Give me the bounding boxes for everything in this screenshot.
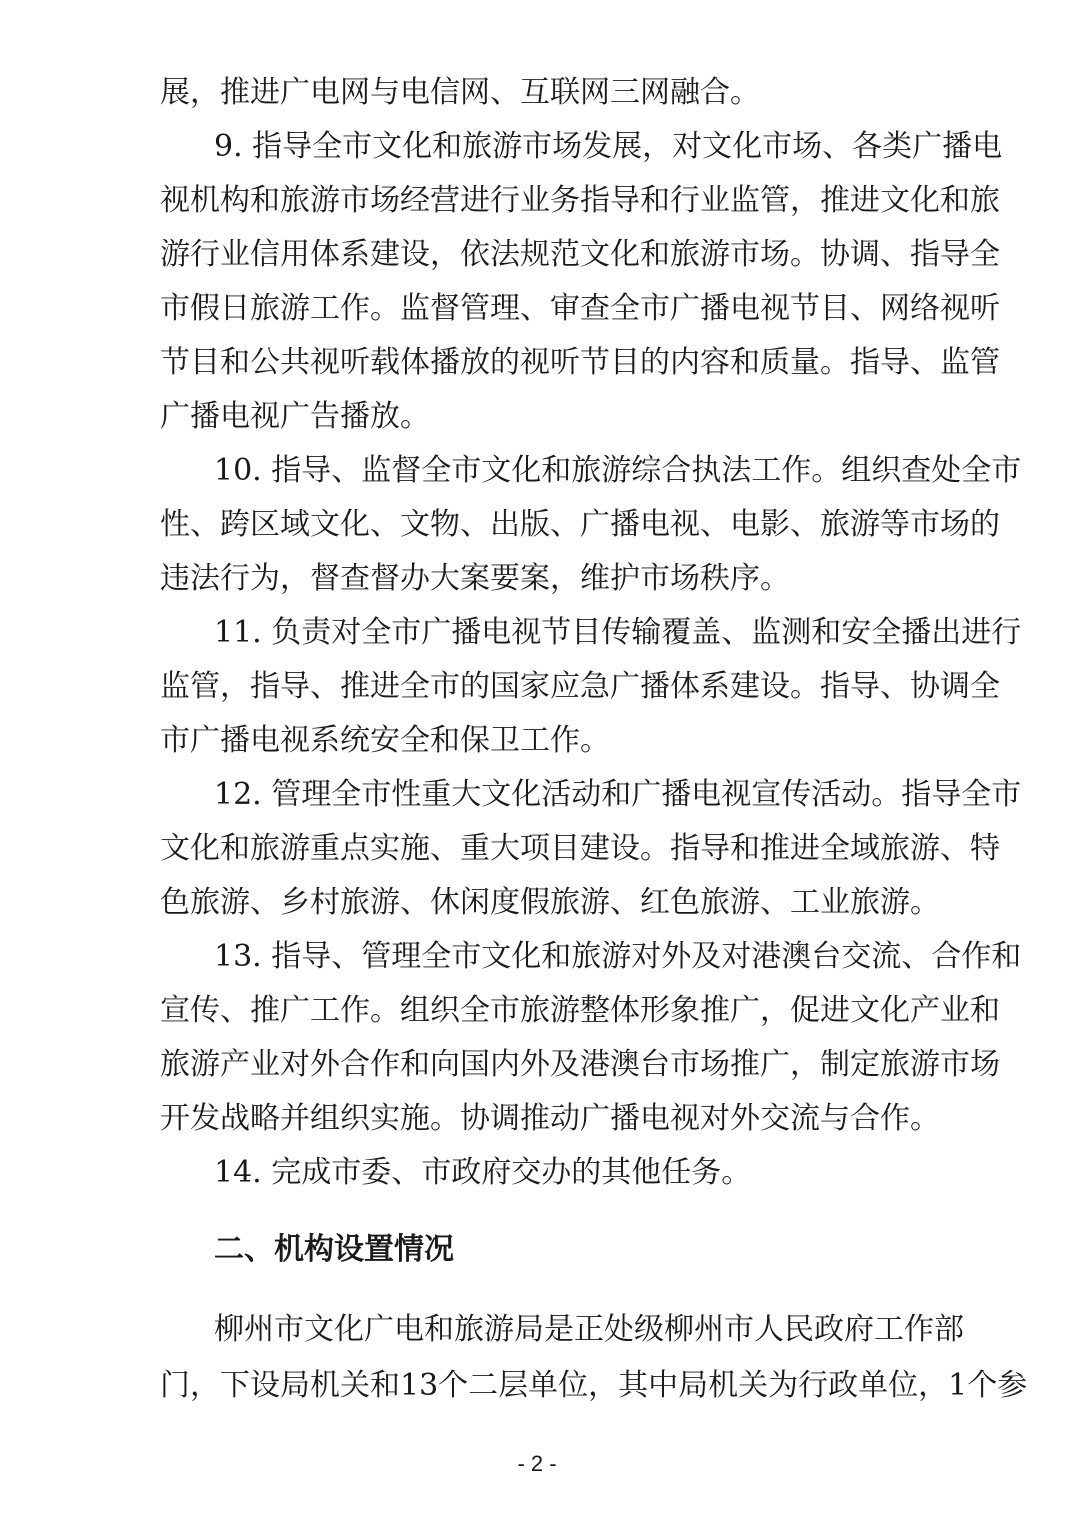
text-line: 视机构和旅游市场经营进行业务指导和行业监管，推进文化和旅 (160, 183, 1000, 218)
text-line: 10. 指导、监督全市文化和旅游综合执法工作。组织查处全市 (214, 453, 1022, 488)
text-line: 13. 指导、管理全市文化和旅游对外及对港澳台交流、合作和 (214, 939, 1022, 974)
page-number: - 2 - (517, 1451, 557, 1476)
text-line: 宣传、推广工作。组织全市旅游整体形象推广，促进文化产业和 (160, 993, 1000, 1028)
text-line: 游行业信用体系建设，依法规范文化和旅游市场。协调、指导全 (160, 237, 1000, 272)
text-line: 节目和公共视听载体播放的视听节目的内容和质量。指导、监管 (160, 345, 1000, 380)
text-line: 旅游产业对外合作和向国内外及港澳台市场推广，制定旅游市场 (160, 1047, 1000, 1082)
text-line: 11. 负责对全市广播电视节目传输覆盖、监测和安全播出进行 (214, 615, 1022, 650)
text-line: 色旅游、乡村旅游、休闲度假旅游、红色旅游、工业旅游。 (160, 885, 940, 920)
text-line: 市广播电视系统安全和保卫工作。 (160, 723, 610, 758)
text-line: 14. 完成市委、市政府交办的其他任务。 (214, 1155, 752, 1190)
text-line: 违法行为，督查督办大案要案，维护市场秩序。 (160, 561, 790, 596)
text-line: 12. 管理全市性重大文化活动和广播电视宣传活动。指导全市 (214, 777, 1022, 812)
text-line: 门，下设局机关和13个二层单位，其中局机关为行政单位，1个参 (160, 1368, 1028, 1403)
text-line: 开发战略并组织实施。协调推动广播电视对外交流与合作。 (160, 1101, 940, 1136)
text-line: 性、跨区域文化、文物、出版、广播电视、电影、旅游等市场的 (160, 507, 1000, 542)
text-line: 展，推进广电网与电信网、互联网三网融合。 (160, 75, 760, 110)
section-heading: 二、机构设置情况 (214, 1232, 454, 1267)
text-line: 文化和旅游重点实施、重大项目建设。指导和推进全域旅游、特 (160, 831, 1000, 866)
text-line: 市假日旅游工作。监督管理、审查全市广播电视节目、网络视听 (160, 291, 1000, 326)
text-line: 柳州市文化广电和旅游局是正处级柳州市人民政府工作部 (214, 1312, 964, 1347)
text-line: 9. 指导全市文化和旅游市场发展，对文化市场、各类广播电 (214, 129, 1003, 164)
text-line: 监管，指导、推进全市的国家应急广播体系建设。指导、协调全 (160, 669, 1000, 704)
text-line: 广播电视广告播放。 (160, 399, 430, 434)
